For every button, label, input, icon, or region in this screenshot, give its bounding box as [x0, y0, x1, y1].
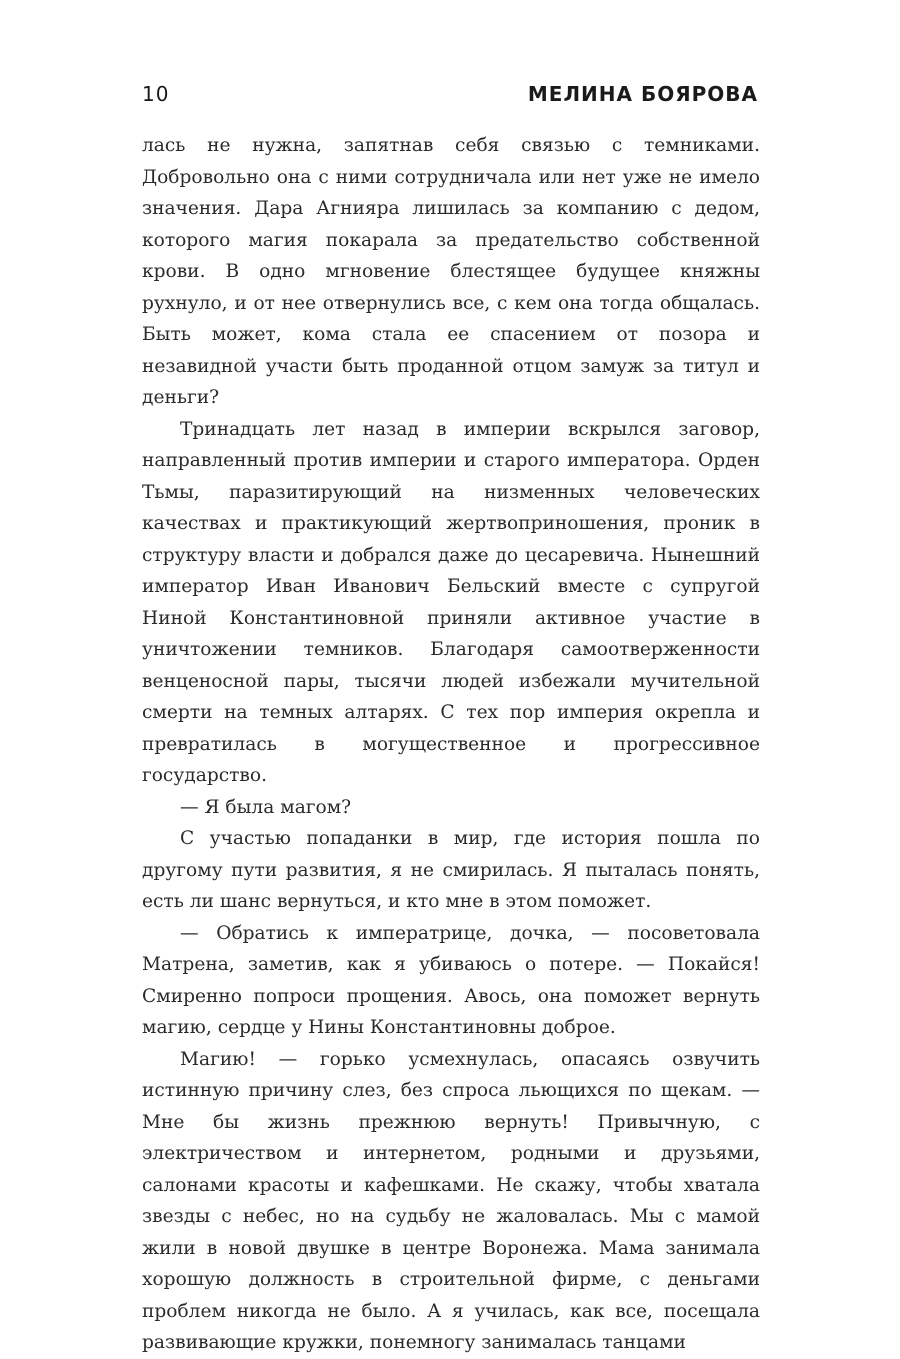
- paragraph: Магию! — горько усмехнулась, опасаясь озвучить истинную причину слез, без спроса льющихся по щекам. — Мне бы жизнь прежнюю вернуть! Привычную, с электричеством и интернетом, родными и друзьями, салонами красоты и кафешками. Не скажу, чтобы хватала звезды с небес, но на судьбу не жаловалась. Мы с мамой жили в новой двушке в центре Воронежа. Мама занимала хорошую должность в строительной фирме, с деньгами проблем никогда не было. А я училась, как все, посещала развивающие кружки, понемногу занималась танцами: [142, 1048, 760, 1353]
- running-head-author: МЕЛИНА БОЯРОВА: [527, 82, 758, 106]
- dialogue-line: — Обратись к императрице, дочка, — посоветовала Матрена, заметив, как я убиваюсь о потере. — Покайся! Смиренно попроси прощения. Авось, она поможет вернуть магию, сердце у Нины Константиновны доброе.: [142, 922, 760, 1038]
- dialogue-line: — Я была магом?: [180, 796, 352, 818]
- body-text: [142, 130, 760, 1359]
- paragraph: С участью попаданки в мир, где история пошла по другому пути развития, я не смирилась. Я пыталась понять, есть ли шанс вернуться, и кто мне в этом поможет.: [142, 828, 760, 912]
- page-header: [142, 82, 758, 112]
- paragraph: лась не нужна, запятнав себя связью с темниками. Добровольно она с ними сотрудничала или нет уже не имело значения. Дара Агнияра лишилась за компанию с дедом, которого магия покарала за предательство собственной крови. В одно мгновение блестящее будущее княжны рухнуло, и от нее отвернулись все, с кем она тогда общалась. Быть может, кома стала ее спасением от позора и незавидной участи быть проданной отцом замуж за титул и деньги?: [142, 135, 760, 408]
- paragraph: Тринадцать лет назад в империи вскрылся заговор, направленный против империи и старого императора. Орден Тьмы, паразитирующий на низменных человеческих качествах и практикующий жертвоприношения, проник в структуру власти и добрался даже до цесаревича. Нынешний император Иван Иванович Бельский вместе с супругой Ниной Константиновной приняли активное участие в уничтожении темников. Благодаря самоотверженности венценосной пары, тысячи людей избежали мучительной смерти на темных алтарях. С тех пор империя окрепла и превратилась в могущественное и прогрессивное государство.: [142, 418, 760, 786]
- page-number: 10: [142, 82, 170, 106]
